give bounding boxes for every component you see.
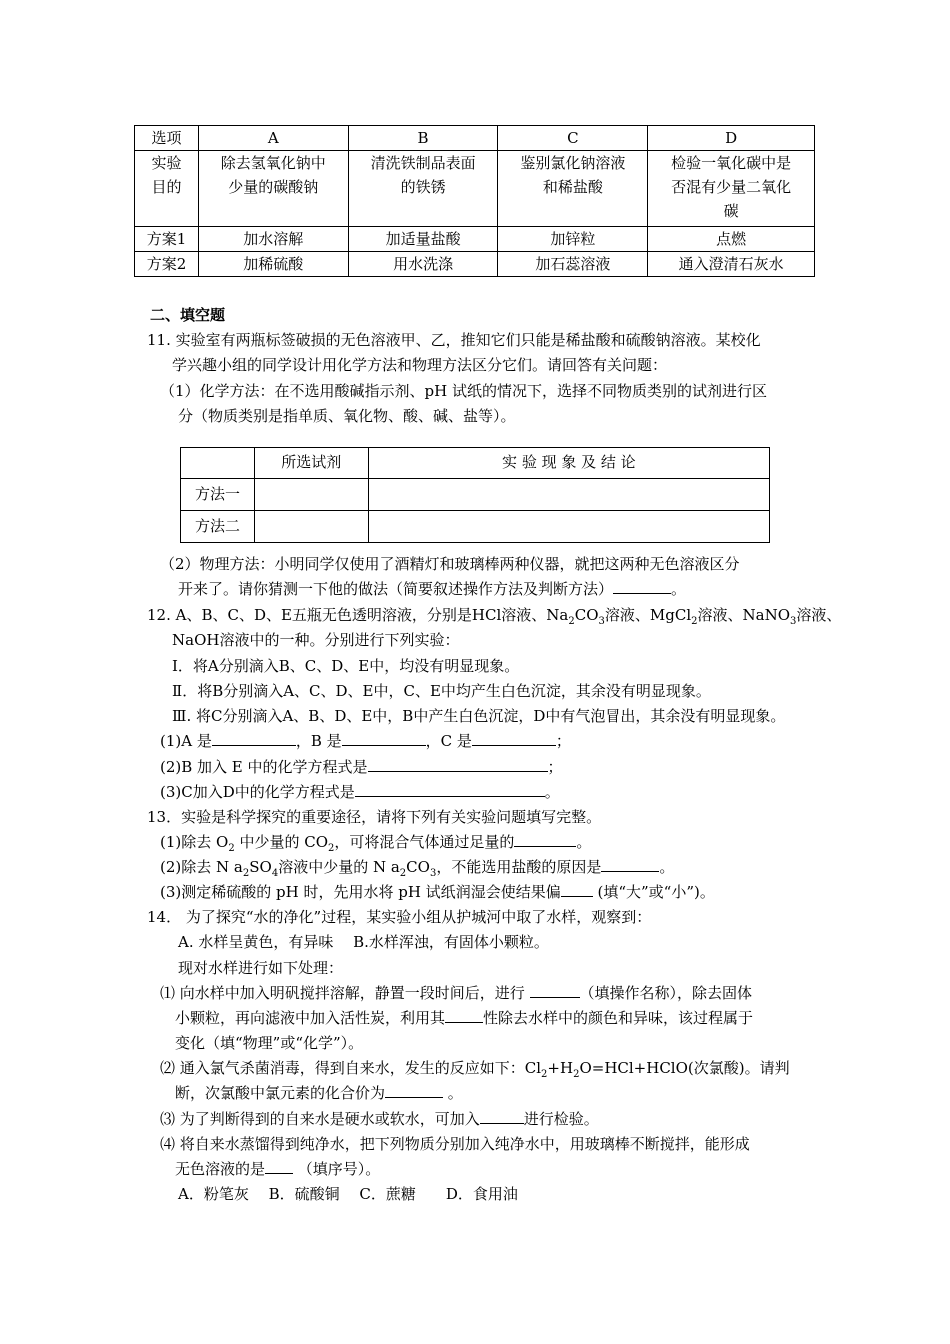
text: 断，次氯酸中氯元素的化合价为 [175,1084,386,1102]
header-cell: A [198,126,348,151]
text: (3)C加入D中的化学方程式是 [160,783,355,801]
table-row [135,252,815,277]
subscript: 2 [691,616,698,627]
answer-cell[interactable] [254,479,368,511]
q14-part4-line2 [175,1159,380,1179]
header-cell: D [648,126,815,151]
text: 溶液、 [796,606,842,624]
text: 。 [443,1084,463,1102]
answer-cell[interactable] [368,511,769,543]
text: ，B 是 [295,732,342,750]
punct: 。 [659,858,675,876]
text: +H [547,1059,574,1077]
text: 无色溶液的是 [175,1160,266,1178]
q12-step-i: Ⅰ．将A分别滴入B、C、D、E中，均没有明显现象。 [172,657,520,675]
q12-line1 [147,605,841,625]
text: ，C 是 [425,732,472,750]
q14-line1: 14． 为了探究“水的净化”过程，某实验小组从护城河中取了水样，观察到： [147,908,652,926]
subscript: 3 [598,616,605,627]
text: 溶液、MgCl [604,606,692,624]
text: ⑵ 通入氯气杀菌消毒，得到自来水，发生的反应如下：Cl [160,1059,542,1077]
table-cell: 鉴别氯化钠溶液 和稀盐酸 [498,151,648,227]
q11-line2: 学兴趣小组的同学设计用化学方法和物理方法区分它们。请回答有关问题： [172,356,668,374]
table-cell: 检验一氧化碳中是 否混有少量二氧化 碳 [648,151,815,227]
answer-blank[interactable] [530,983,580,998]
text: 进行检验。 [523,1110,599,1128]
q12-answer2 [160,757,563,777]
subscript: 2 [228,843,235,854]
subscript: 2 [541,1069,548,1080]
q13-item3 [160,882,715,902]
text: SO [249,858,272,876]
q11-part2-text: 开来了。请你猜测一下他的做法（简要叙述操作方法及判断方法） [178,580,614,598]
text: （填操作名称），除去固体 [579,984,753,1002]
table-cell: 加水溶解 [198,227,348,252]
punct: ； [547,758,563,776]
punct: ； [555,732,571,750]
q14-part1-line3: 变化（填“物理”或“化学”）。 [175,1034,364,1052]
answer-blank[interactable] [561,882,593,897]
table-cell: 通入澄清石灰水 [648,252,815,277]
answer-cell[interactable] [254,511,368,543]
text: 溶液、NaNO [697,606,791,624]
answer-blank[interactable] [212,731,296,746]
table-cell: 点燃 [648,227,815,252]
table-row [181,511,770,543]
text: (3)测定稀硫酸的 pH 时，先用水将 pH 试纸润湿会使结果偏 [160,883,561,901]
text: (填“大”或“小”)。 [592,883,715,901]
method-table [180,447,770,543]
q11-part2-line1: （2）物理方法：小明同学仅使用了酒精灯和玻璃棒两种仪器，就把这两种无色溶液区分 [160,555,740,573]
punct: 。 [671,580,687,598]
q13-line1: 13．实验是科学探究的重要途径，请将下列有关实验问题填写完整。 [147,808,602,826]
answer-blank[interactable] [342,731,426,746]
options-table [134,125,815,277]
subscript: 2 [568,616,575,627]
text: CO [406,858,430,876]
text: CO [574,606,599,624]
table-cell: 除去氢氧化钠中 少量的碳酸钠 [198,151,348,227]
q14-part1-line2 [175,1008,753,1028]
answer-blank[interactable] [385,1083,443,1098]
text: ，不能选用盐酸的原因是 [436,858,602,876]
q13-item1 [160,832,591,852]
q12-line2: NaOH溶液中的一种。分别进行下列实验： [172,631,460,649]
text: 性除去水样中的颜色和异味，该过程属于 [483,1009,754,1027]
punct: 。 [576,833,592,851]
answer-blank[interactable] [472,731,556,746]
answer-cell[interactable] [368,479,769,511]
table-cell: 加适量盐酸 [348,227,498,252]
answer-blank[interactable] [480,1109,524,1124]
text: (2)B 加入 E 中的化学方程式是 [160,758,368,776]
row-label: 方法二 [181,511,255,543]
table-header-row [135,126,815,151]
q14-part4-line1: ⑷ 将自来水蒸馏得到纯净水，把下列物质分别加入纯净水中，用玻璃棒不断搅拌，能形成 [160,1135,750,1153]
text: ⑴ 向水样中加入明矾搅拌溶解，静置一段时间后，进行 [160,984,530,1002]
text: ，可将混合气体通过足量的 [334,833,515,851]
answer-blank[interactable] [514,832,576,847]
q12-answer3 [160,782,560,802]
text: 中少量的 CO [234,833,329,851]
answer-blank[interactable] [601,857,659,872]
q14-part1-line1 [160,983,752,1003]
text: O=HCl+HClO(次氯酸)。请判 [579,1059,790,1077]
q11-part1-line2: 分（物质类别是指单质、氧化物、酸、碱、盐等）。 [178,407,516,425]
q14-options: A．粉笔灰 B．硫酸铜 C．蔗糖 D．食用油 [178,1185,518,1203]
row-label: 方案1 [135,227,199,252]
header-cell: 选项 [135,126,199,151]
row-label: 实验 目的 [135,151,199,227]
answer-blank[interactable] [368,757,548,772]
q11-part1-line1: （1）化学方法：在不选用酸碱指示剂、pH 试纸的情况下，选择不同物质类别的试剂进行区 [160,382,767,400]
q14-part2-line2 [175,1083,463,1103]
row-label: 方法一 [181,479,255,511]
answer-blank[interactable] [613,579,671,594]
table-cell: 用水洗涤 [348,252,498,277]
q11-part2-line2 [178,579,686,599]
q14-line2: A. 水样呈黄色，有异味 B.水样浑浊，有固体小颗粒。 [178,933,549,951]
text: 小颗粒，再向滤液中加入活性炭，利用其 [175,1009,446,1027]
text: (1)A 是 [160,732,212,750]
text: 12. A、B、C、D、E五瓶无色透明溶液，分别是HCl溶液、Na [147,606,569,624]
table-cell: 加稀硫酸 [198,252,348,277]
table-cell: 加锌粒 [498,227,648,252]
header-cell: B [348,126,498,151]
q14-line3: 现对水样进行如下处理： [178,959,344,977]
subscript: 2 [242,868,250,879]
table-cell: 加石蕊溶液 [498,252,648,277]
header-cell [181,448,255,479]
subscript: 3 [429,868,437,879]
q11-line1: 11. 实验室有两瓶标签破损的无色溶液甲、乙，推知它们只能是稀盐酸和硫酸钠溶液。某校化 [147,331,761,349]
q14-part2-line1 [160,1058,790,1078]
table-row [135,151,815,227]
table-cell: 清洗铁制品表面 的铁锈 [348,151,498,227]
header-cell: 实 验 现 象 及 结 论 [368,448,769,479]
q14-part3 [160,1109,599,1129]
q12-answer1 [160,731,571,751]
answer-blank[interactable] [355,782,545,797]
answer-blank[interactable] [265,1159,293,1174]
text: (1)除去 O [160,833,229,851]
punct: 。 [544,783,560,801]
subscript: 4 [271,868,279,879]
q12-step-iii: Ⅲ. 将C分别滴入A、B、D、E中，B中产生白色沉淀，D中有气泡冒出，其余没有明显现象。 [172,707,786,725]
table-header-row [181,448,770,479]
subscript: 2 [328,843,335,854]
text: 溶液中少量的 N a [278,858,400,876]
text: (2)除去 N a [160,858,243,876]
row-label: 方案2 [135,252,199,277]
subscript: 2 [399,868,407,879]
q13-item2 [160,857,674,877]
answer-blank[interactable] [445,1008,483,1023]
subscript: 2 [573,1069,580,1080]
subscript: 3 [790,616,797,627]
header-cell: C [498,126,648,151]
text: ⑶ 为了判断得到的自来水是硬水或软水，可加入 [160,1110,480,1128]
header-cell: 所选试剂 [254,448,368,479]
text: （填序号）。 [293,1160,381,1178]
q12-step-ii: Ⅱ．将B分别滴入A、C、D、E中，C、E中均产生白色沉淀，其余没有明显现象。 [172,682,711,700]
section-heading: 二、填空题 [150,306,226,324]
table-row [135,227,815,252]
table-row [181,479,770,511]
